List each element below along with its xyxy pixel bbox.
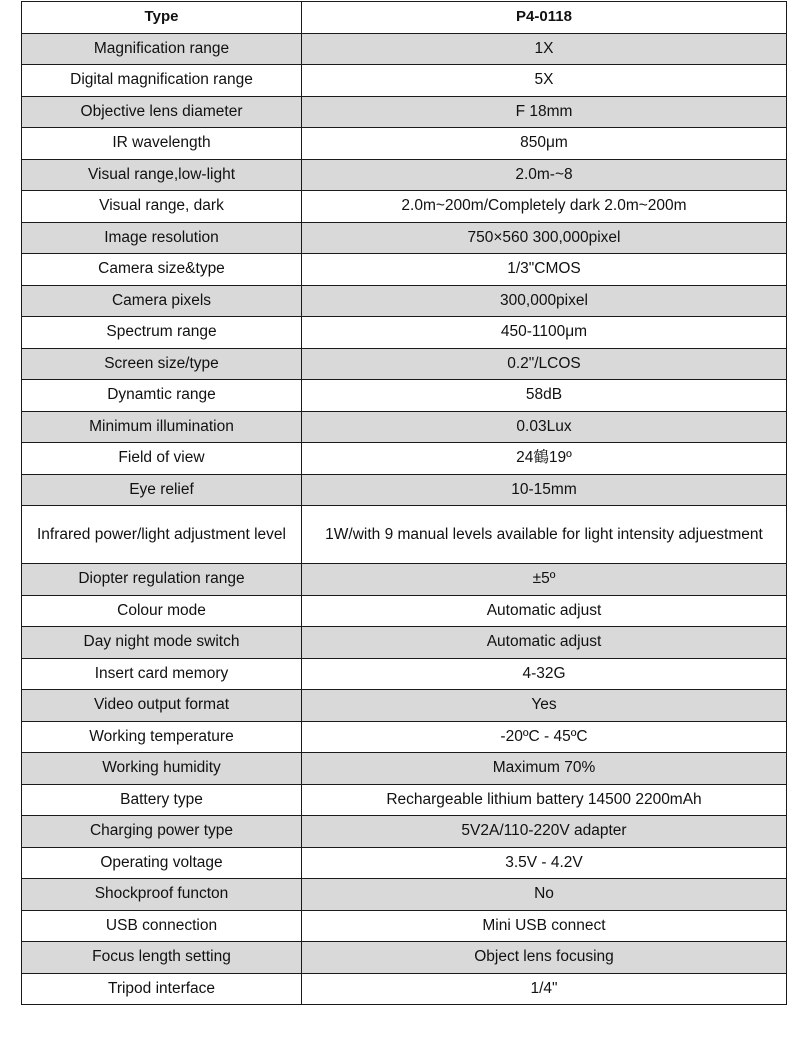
table-row bbox=[22, 65, 787, 97]
table-row bbox=[22, 973, 787, 1005]
spec-value: 850μm bbox=[302, 128, 787, 160]
spec-label: IR wavelength bbox=[22, 128, 302, 160]
spec-label: Minimum illumination bbox=[22, 411, 302, 443]
table-row bbox=[22, 879, 787, 911]
spec-value: Mini USB connect bbox=[302, 910, 787, 942]
table-row bbox=[22, 96, 787, 128]
spec-value: 24鶴19º bbox=[302, 443, 787, 475]
table-row bbox=[22, 254, 787, 286]
spec-label: Digital magnification range bbox=[22, 65, 302, 97]
spec-value: 58dB bbox=[302, 380, 787, 412]
table-row bbox=[22, 411, 787, 443]
spec-label: Dynamtic range bbox=[22, 380, 302, 412]
spec-label: Eye relief bbox=[22, 474, 302, 506]
spec-value: ±5º bbox=[302, 564, 787, 596]
spec-value: No bbox=[302, 879, 787, 911]
spec-label: USB connection bbox=[22, 910, 302, 942]
spec-label: Diopter regulation range bbox=[22, 564, 302, 596]
header-row bbox=[22, 2, 787, 34]
table-row bbox=[22, 784, 787, 816]
table-row bbox=[22, 285, 787, 317]
spec-value: 10-15mm bbox=[302, 474, 787, 506]
spec-label: Charging power type bbox=[22, 816, 302, 848]
spec-label: Day night mode switch bbox=[22, 627, 302, 659]
spec-label: Battery type bbox=[22, 784, 302, 816]
spec-label: Video output format bbox=[22, 690, 302, 722]
table-row bbox=[22, 658, 787, 690]
spec-label: Field of view bbox=[22, 443, 302, 475]
spec-value: 1W/with 9 manual levels available for light intensity adjuestment bbox=[302, 506, 787, 564]
table-row bbox=[22, 942, 787, 974]
spec-value: Yes bbox=[302, 690, 787, 722]
table-row bbox=[22, 128, 787, 160]
spec-label: Working temperature bbox=[22, 721, 302, 753]
spec-label: Objective lens diameter bbox=[22, 96, 302, 128]
spec-label: Focus length setting bbox=[22, 942, 302, 974]
header-model: P4-0118 bbox=[302, 2, 787, 34]
spec-label: Visual range, dark bbox=[22, 191, 302, 223]
spec-value: Object lens focusing bbox=[302, 942, 787, 974]
spec-value: 0.2"/LCOS bbox=[302, 348, 787, 380]
header-type: Type bbox=[22, 2, 302, 34]
spec-label: Magnification range bbox=[22, 33, 302, 65]
table-row bbox=[22, 348, 787, 380]
table-row bbox=[22, 627, 787, 659]
spec-label: Shockproof functon bbox=[22, 879, 302, 911]
table-row bbox=[22, 474, 787, 506]
spec-value: F 18mm bbox=[302, 96, 787, 128]
table-row bbox=[22, 506, 787, 564]
spec-value: Automatic adjust bbox=[302, 627, 787, 659]
spec-value: 2.0m~200m/Completely dark 2.0m~200m bbox=[302, 191, 787, 223]
table-row bbox=[22, 753, 787, 785]
spec-value: -20ºC - 45ºC bbox=[302, 721, 787, 753]
spec-value: 5X bbox=[302, 65, 787, 97]
spec-label: Image resolution bbox=[22, 222, 302, 254]
table-row bbox=[22, 847, 787, 879]
spec-table bbox=[21, 1, 787, 1005]
spec-label: Screen size/type bbox=[22, 348, 302, 380]
spec-label: Working humidity bbox=[22, 753, 302, 785]
spec-value: 300,000pixel bbox=[302, 285, 787, 317]
spec-value: 1/4" bbox=[302, 973, 787, 1005]
table-row bbox=[22, 721, 787, 753]
spec-value: Automatic adjust bbox=[302, 595, 787, 627]
spec-value: 3.5V - 4.2V bbox=[302, 847, 787, 879]
spec-label: Camera size&type bbox=[22, 254, 302, 286]
table-row bbox=[22, 33, 787, 65]
table-row bbox=[22, 690, 787, 722]
spec-label: Camera pixels bbox=[22, 285, 302, 317]
spec-value: Maximum 70% bbox=[302, 753, 787, 785]
spec-value: 2.0m-~8 bbox=[302, 159, 787, 191]
table-row bbox=[22, 159, 787, 191]
table-row bbox=[22, 816, 787, 848]
spec-value: 1X bbox=[302, 33, 787, 65]
spec-value: Rechargeable lithium battery 14500 2200mAh bbox=[302, 784, 787, 816]
table-row bbox=[22, 191, 787, 223]
spec-label: Insert card memory bbox=[22, 658, 302, 690]
table-row bbox=[22, 443, 787, 475]
table-row bbox=[22, 222, 787, 254]
spec-label: Operating voltage bbox=[22, 847, 302, 879]
spec-label: Visual range,low-light bbox=[22, 159, 302, 191]
spec-value: 0.03Lux bbox=[302, 411, 787, 443]
table-row bbox=[22, 595, 787, 627]
spec-label: Colour mode bbox=[22, 595, 302, 627]
spec-label: Spectrum range bbox=[22, 317, 302, 349]
spec-value: 1/3"CMOS bbox=[302, 254, 787, 286]
spec-label: Infrared power/light adjustment level bbox=[22, 506, 302, 564]
spec-label: Tripod interface bbox=[22, 973, 302, 1005]
spec-value: 750×560 300,000pixel bbox=[302, 222, 787, 254]
spec-value: 450-1100μm bbox=[302, 317, 787, 349]
table-row bbox=[22, 910, 787, 942]
spec-value: 4-32G bbox=[302, 658, 787, 690]
table-row bbox=[22, 564, 787, 596]
spec-value: 5V2A/110-220V adapter bbox=[302, 816, 787, 848]
table-row bbox=[22, 380, 787, 412]
table-row bbox=[22, 317, 787, 349]
